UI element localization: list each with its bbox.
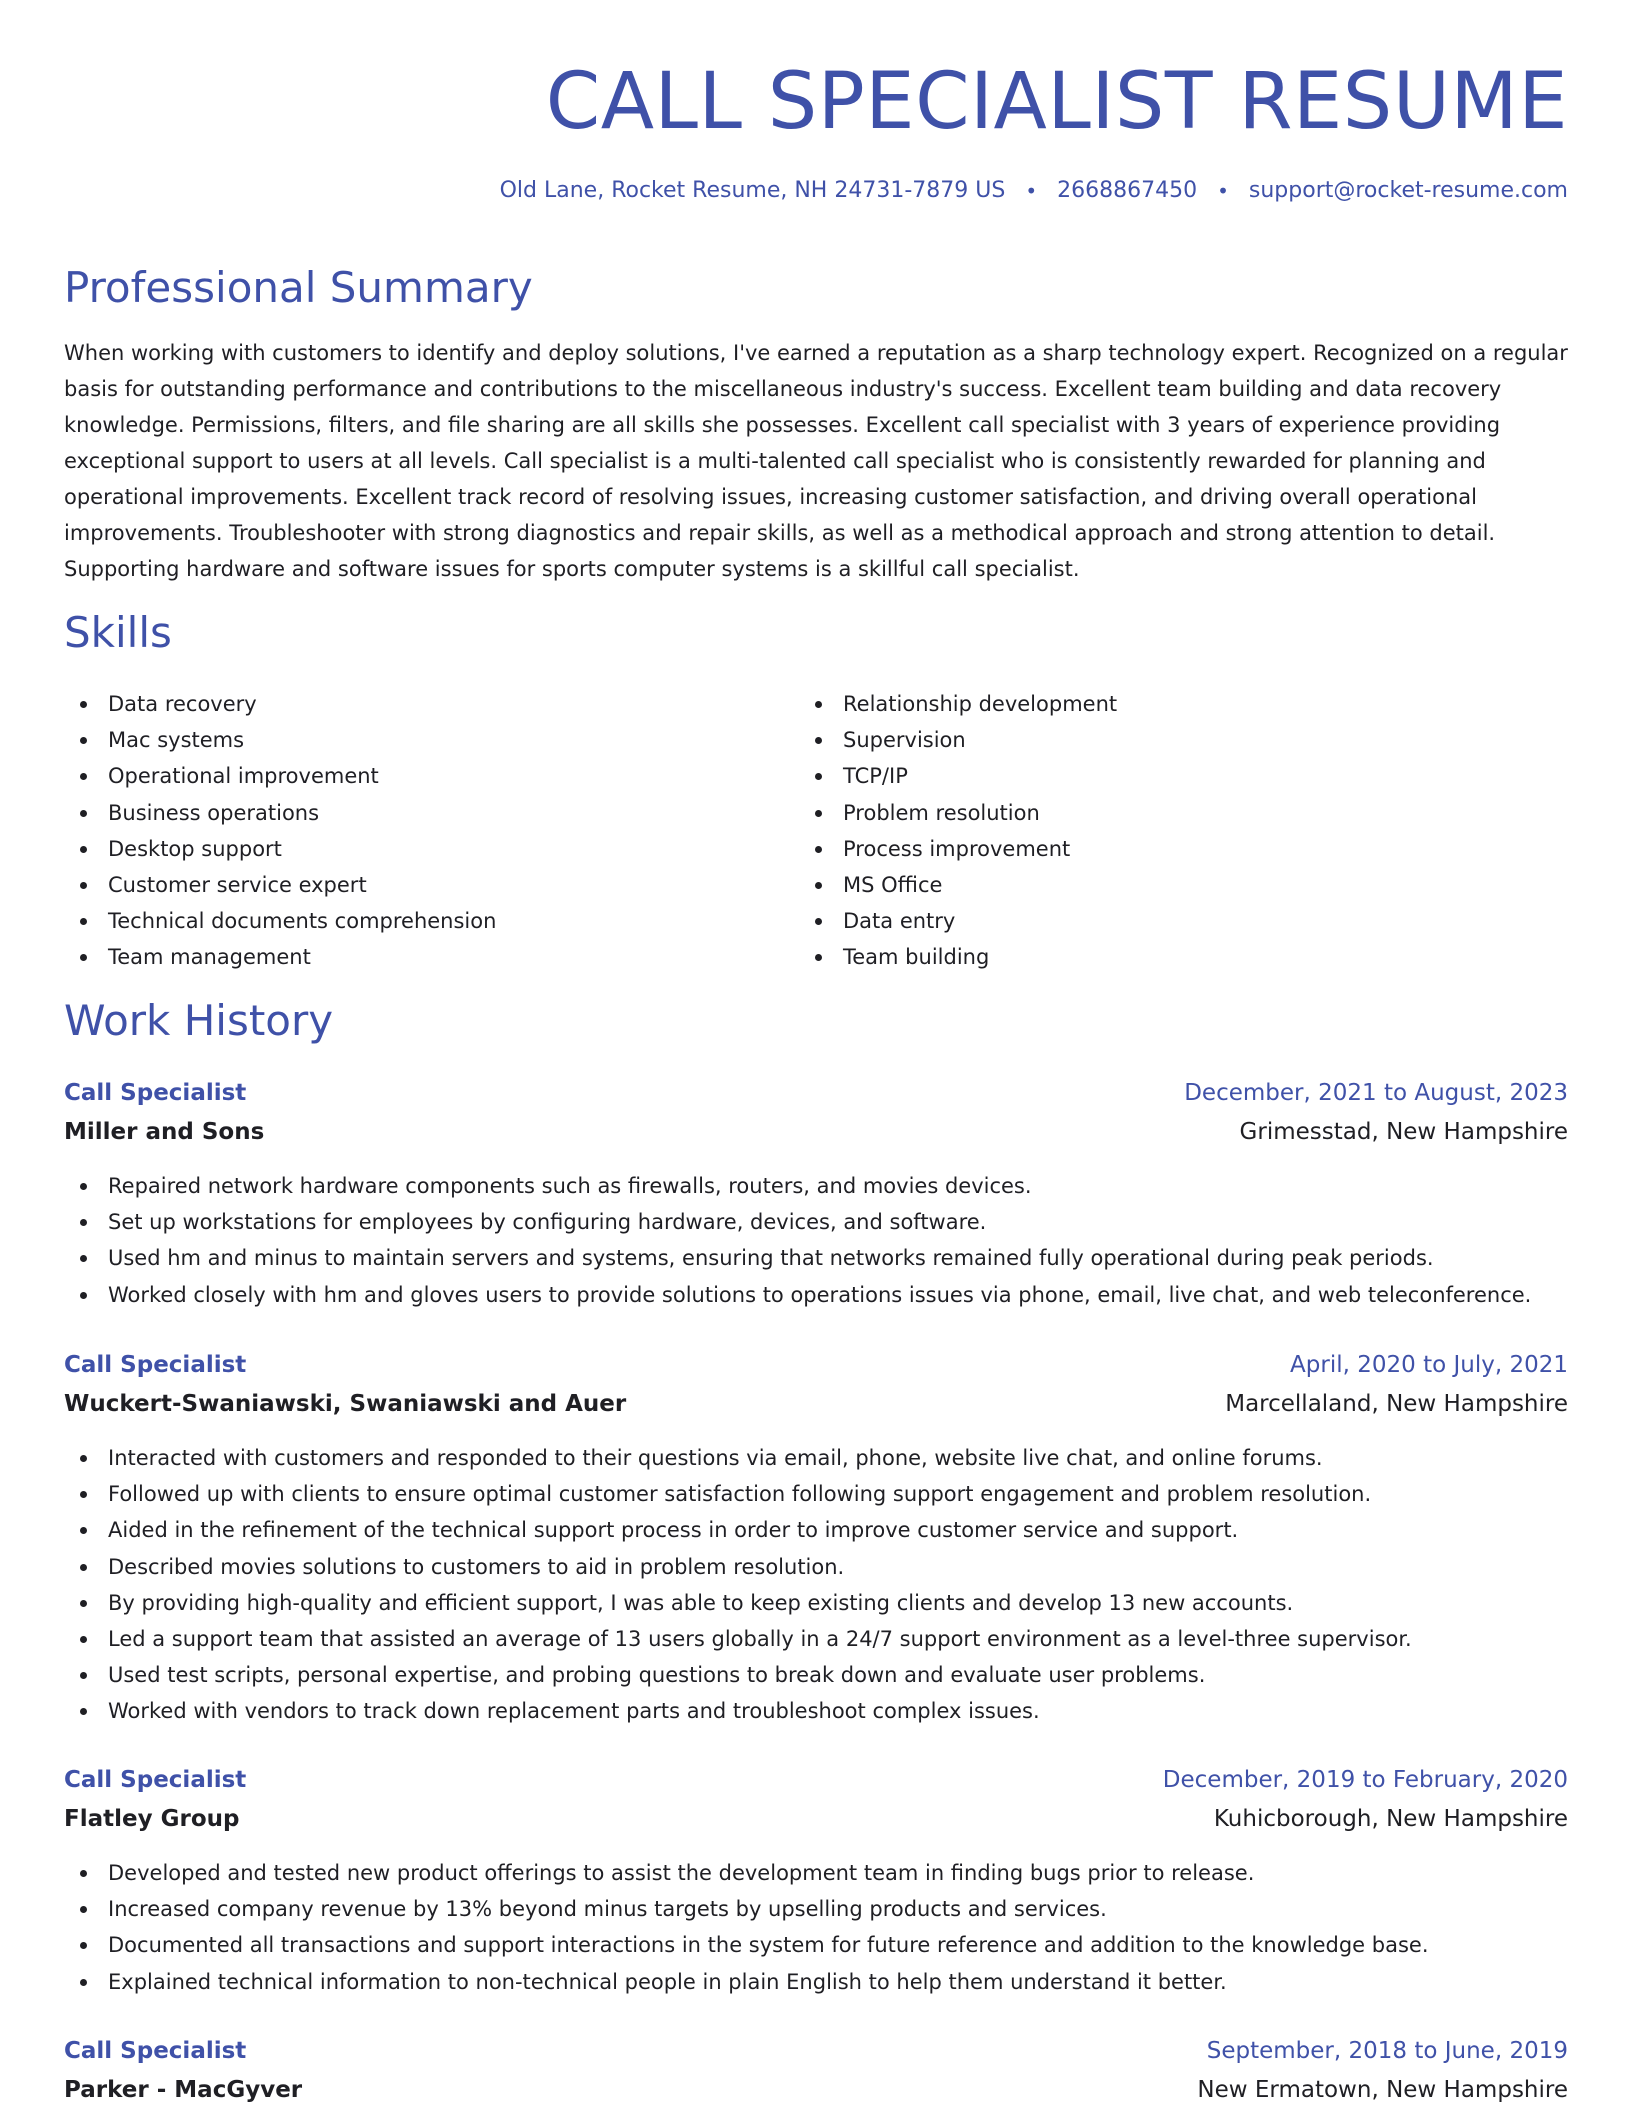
job-company: Wuckert-Swaniawski, Swaniawski and Auer xyxy=(64,1391,627,1417)
job-bullet: By providing high-quality and efficient support, I was able to keep existing clients and develop 13 new accounts. xyxy=(64,1585,1412,1621)
skill-item: Team management xyxy=(64,939,496,975)
skill-item: Customer service expert xyxy=(64,867,496,903)
job-bullet: Described movies solutions to customers to aid in problem resolution. xyxy=(64,1549,1412,1585)
resume-title: CALL SPECIALIST RESUME xyxy=(545,57,1568,147)
skill-item: Business operations xyxy=(64,795,496,831)
job-bullets xyxy=(64,1855,1429,2000)
job-location: Kuhicborough, New Hampshire xyxy=(1213,1806,1568,1832)
job-bullet: Developed and tested new product offerings to assist the development team in finding bugs prior to release. xyxy=(64,1855,1429,1891)
skill-item: Relationship development xyxy=(799,686,1117,722)
job-location: New Ermatown, New Hampshire xyxy=(1197,2077,1568,2103)
job-title: Call Specialist xyxy=(64,1352,247,1378)
job-location: Marcellaland, New Hampshire xyxy=(1225,1391,1568,1417)
skills-list-left xyxy=(64,686,496,976)
job-bullet: Used test scripts, personal expertise, and probing questions to break down and evaluate user problems. xyxy=(64,1657,1412,1693)
summary-heading: Professional Summary xyxy=(64,263,533,312)
job-bullet: Increased company revenue by 13% beyond minus targets by upselling products and services. xyxy=(64,1891,1429,1927)
work-history-heading: Work History xyxy=(64,996,334,1045)
job-bullet: Interacted with customers and responded to their questions via email, phone, website live chat, and online forums. xyxy=(64,1440,1412,1476)
job-title: Call Specialist xyxy=(64,2038,247,2064)
skill-item: Supervision xyxy=(799,722,1117,758)
summary-text: When working with customers to identify and deploy solutions, I've earned a reputation as a sharp technology expert. Recognized on a regular basis for outstanding performance and contributions to the miscellaneous industry's success. Excellent team building and data recovery knowledge. Permissions, filters, and file sharing are all skills she possesses. Excellent call specialist with 3 years of experience providing exceptional support to users at all levels. Call specialist is a multi-talented call specialist who is consistently rewarded for planning and operational improvements. Excellent track record of resolving issues, increasing customer satisfaction, and driving overall operational improvements. Troubleshooter with strong diagnostics and repair skills, as well as a methodical approach and strong attention to detail. Supporting hardware and software issues for sports computer systems is a skillful call specialist. xyxy=(64,341,1568,581)
job-bullet: Explained technical information to non-technical people in plain English to help them understand it better. xyxy=(64,1964,1429,2000)
job-dates: December, 2019 to February, 2020 xyxy=(1162,1767,1568,1793)
contact-phone: 2668867450 xyxy=(1057,178,1198,203)
skills-list-right xyxy=(799,686,1117,976)
skills-heading: Skills xyxy=(64,608,172,657)
skill-item: Technical documents comprehension xyxy=(64,903,496,939)
contact-email: support@rocket-resume.com xyxy=(1248,178,1568,203)
job-company: Miller and Sons xyxy=(64,1119,265,1145)
skill-item: Operational improvement xyxy=(64,758,496,794)
job-company: Flatley Group xyxy=(64,1806,240,1832)
job-dates: April, 2020 to July, 2021 xyxy=(1290,1352,1568,1378)
contact-separator: • xyxy=(1025,178,1038,203)
skill-item: TCP/IP xyxy=(799,758,1117,794)
skill-item: MS Office xyxy=(799,867,1117,903)
job-bullet: Documented all transactions and support interactions in the system for future reference and addition to the knowledge base. xyxy=(64,1927,1429,1963)
job-dates: September, 2018 to June, 2019 xyxy=(1206,2038,1568,2064)
skill-item: Data recovery xyxy=(64,686,496,722)
job-title: Call Specialist xyxy=(64,1767,247,1793)
skill-item: Process improvement xyxy=(799,831,1117,867)
skill-item: Mac systems xyxy=(64,722,496,758)
skill-item: Data entry xyxy=(799,903,1117,939)
job-bullets xyxy=(64,1440,1412,1730)
job-bullet: Used hm and minus to maintain servers and systems, ensuring that networks remained fully operational during peak periods. xyxy=(64,1240,1531,1276)
job-bullet: Worked closely with hm and gloves users to provide solutions to operations issues via phone, email, live chat, and web teleconference. xyxy=(64,1277,1531,1313)
job-title: Call Specialist xyxy=(64,1080,247,1106)
job-bullet: Aided in the refinement of the technical support process in order to improve customer service and support. xyxy=(64,1512,1412,1548)
skill-item: Team building xyxy=(799,939,1117,975)
job-dates: December, 2021 to August, 2023 xyxy=(1184,1080,1568,1106)
job-location: Grimesstad, New Hampshire xyxy=(1239,1119,1568,1145)
contact-line xyxy=(500,178,1568,203)
job-bullet: Worked with vendors to track down replacement parts and troubleshoot complex issues. xyxy=(64,1693,1412,1729)
contact-separator: • xyxy=(1217,178,1229,203)
skill-item: Problem resolution xyxy=(799,795,1117,831)
job-bullet: Set up workstations for employees by configuring hardware, devices, and software. xyxy=(64,1204,1531,1240)
job-bullet: Followed up with clients to ensure optimal customer satisfaction following support engagement and problem resolution. xyxy=(64,1476,1412,1512)
skill-item: Desktop support xyxy=(64,831,496,867)
contact-address: Old Lane, Rocket Resume, NH 24731-7879 US xyxy=(499,178,1006,203)
job-company: Parker - MacGyver xyxy=(64,2077,303,2103)
job-bullet: Repaired network hardware components such as firewalls, routers, and movies devices. xyxy=(64,1168,1531,1204)
job-bullets xyxy=(64,1168,1531,1313)
job-bullet: Led a support team that assisted an average of 13 users globally in a 24/7 support environment as a level-three supervisor. xyxy=(64,1621,1412,1657)
